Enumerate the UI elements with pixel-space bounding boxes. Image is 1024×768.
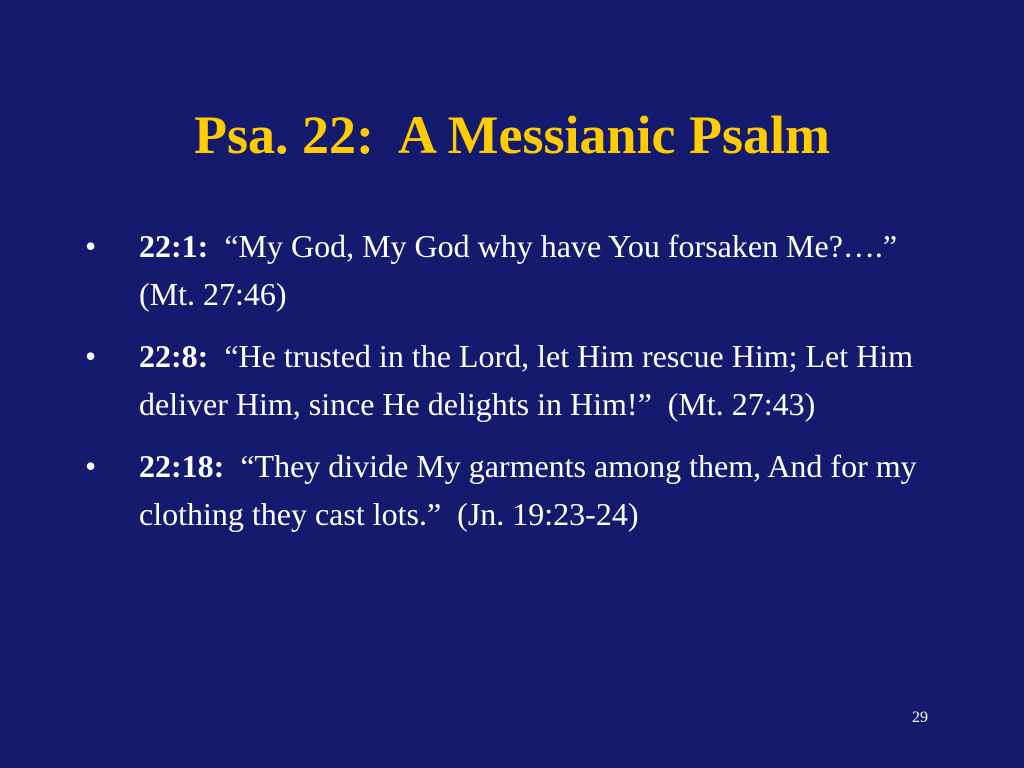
scripture-reference: 22:8: [139, 338, 209, 374]
bullet-item [85, 222, 945, 318]
scripture-reference: 22:1: [139, 228, 209, 264]
bullet-icon: • [85, 228, 97, 264]
bullet-icon: • [85, 448, 97, 484]
bullet-text: “They divide My garments among them, And for my clothing they cast lots.” (Jn. 19:23-24) [139, 448, 925, 532]
bullet-item [85, 332, 945, 428]
scripture-reference: 22:18: [139, 448, 225, 484]
bullet-list [85, 222, 945, 552]
slide-title: Psa. 22: A Messianic Psalm [194, 105, 830, 165]
bullet-text: “My God, My God why have You forsaken Me?….” (Mt. 27:46) [139, 228, 914, 312]
bullet-icon: • [85, 338, 97, 374]
bullet-text: “He trusted in the Lord, let Him rescue Him; Let Him deliver Him, since He delights in Him!” (Mt. 27:43) [139, 338, 922, 422]
bullet-item [85, 442, 945, 538]
page-number: 29 [912, 709, 928, 726]
